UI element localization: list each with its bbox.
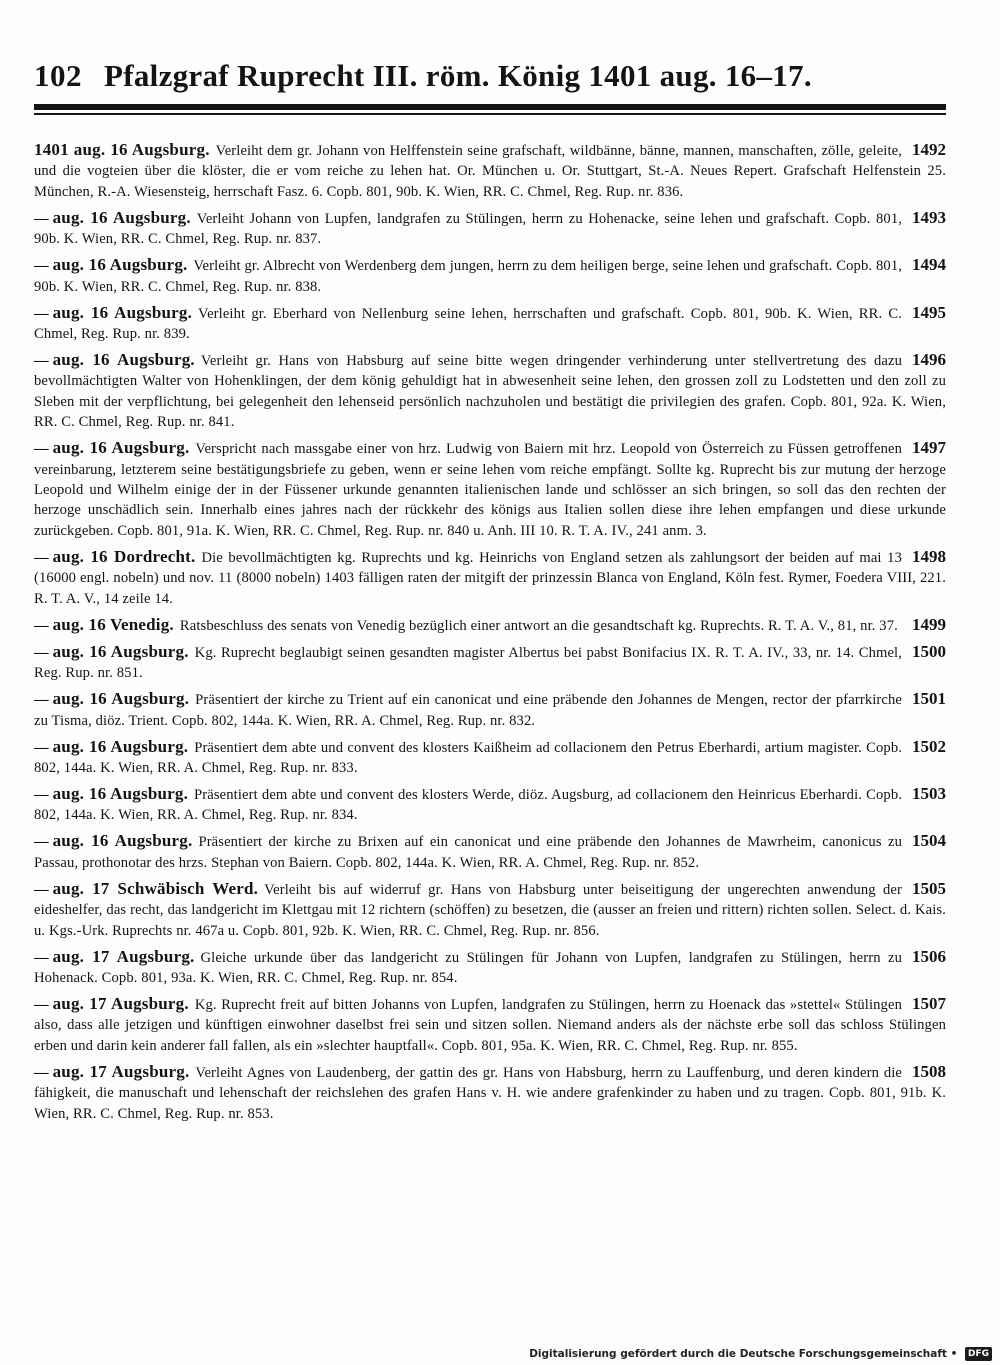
entry-number: 1505 (912, 878, 946, 898)
entry-date-place: aug. 16 Augsburg. (52, 831, 193, 851)
entry-date-place: aug. 16 Augsburg. (52, 350, 195, 370)
entry-dash: — (34, 739, 49, 756)
entry-text: Verleiht gr. Hans von Habsburg auf seine bitte wegen dringender verhinderung unter stellvertretung des dazu bevollmächtigten Walter von Hohenklingen, der dem könig gehuldigt hat in abwesenheit seine lehen, den grossen zoll zu Lodstetten und den zoll zu Sleben mit der verpflichtung, bei gelegenheit den lehenseid persönlich nachzuholen und bestätigt die privilegien des grafen. Copb. 801, 92a. K. Wien, RR. C. Chmel, Reg. Rup. nr. 841. (34, 353, 946, 431)
regest-entry (34, 350, 946, 433)
entry-date-place: aug. 16 Augsburg. (52, 783, 189, 803)
entry-date-place: aug. 16 Augsburg. (52, 438, 190, 458)
entry-date-place: aug. 16 Augsburg. (52, 255, 188, 275)
entry-dash: — (34, 617, 49, 634)
entry-text: Ratsbeschluss des senats von Venedig bezüglich einer antwort an die gesandtschaft kg. Ruprechts. R. T. A. V., 81, nr. 37. (179, 617, 898, 634)
entry-text: Verleiht gr. Eberhard von Nellenburg seine lehen, herrschaften und grafschaft. Copb. 801, 90b. K. Wien, RR. C. Chmel, Reg. Rup. nr. 839. (34, 305, 903, 343)
entry-date-place: aug. 17 Augsburg. (52, 1061, 190, 1081)
entry-text: Gleiche urkunde über das landgericht zu Stülingen für Johann von Lupfen, landgrafen zu Stülingen, herrn zu Hohenack. Copb. 801, 93a. K. Wien, RR. C. Chmel, Reg. Rup. nr. 854. (34, 949, 903, 986)
entry-date-place: aug. 16 Venedig. (52, 614, 174, 634)
regest-entry (34, 208, 946, 250)
entry-number: 1503 (912, 783, 946, 803)
entry-text: Präsentiert der kirche zu Trient auf ein canonicat und eine präbende den Johannes de Mengen, rector der pfarrkirche zu Tisma, diöz. Trient. Copb. 802, 144a. K. Wien, RR. A. Chmel, Reg. Rup. nr. 832. (34, 692, 902, 729)
regest-entry (34, 303, 946, 345)
entry-number: 1498 (912, 546, 946, 566)
entry-dash: — (34, 353, 49, 370)
entry-date-place: aug. 16 Augsburg. (52, 302, 193, 322)
regest-entry (34, 255, 946, 297)
regest-entry (34, 615, 946, 636)
entry-dash: — (34, 644, 49, 661)
entry-dash: — (34, 834, 49, 851)
header-rule-thick (34, 104, 946, 110)
entry-date-place: aug. 16 Augsburg. (52, 736, 189, 756)
regest-entry (34, 1062, 946, 1124)
entry-date-place: aug. 17 Augsburg. (52, 993, 189, 1013)
regest-entry (34, 784, 946, 826)
entry-number: 1492 (912, 140, 946, 159)
entry-dash: — (34, 210, 49, 227)
regest-entry (34, 642, 946, 684)
regest-entry (34, 879, 946, 941)
regest-entry (34, 831, 946, 873)
entry-number: 1495 (912, 302, 946, 322)
entry-dash: — (34, 949, 49, 966)
regest-entry (34, 947, 946, 989)
entry-number: 1499 (912, 614, 946, 634)
entry-text: Verspricht nach massgabe einer von hrz. Ludwig von Baiern mit hrz. Leopold von Österreich zu Füssen getroffenen vereinbarung, letzterem seine bestätigungsbriefe zu geben, wenn er seine lehen vom reiche empfängt. Sollte kg. Ruprecht bis zur mutung der herzoge Leopold und Wilhelm einige der in der Füssener urkunde genannten italienischen lande und schlösser an sich bringen, so soll das den rechten der herzoge unschädlich sein. Innerhalb eines jahres nach der rückkehr des königs aus Italien sollen diese ihre lehen empfangen und diese urkunde zurückgeben. Copb. 801, 91a. K. Wien, RR. C. Chmel, Reg. Rup. nr. 840 u. Anh. III 10. R. T. A. IV., 241 anm. 3. (34, 441, 946, 539)
entry-number: 1506 (912, 946, 946, 966)
entry-number: 1501 (912, 689, 946, 709)
entry-dash: — (34, 258, 49, 275)
entry-number: 1502 (912, 736, 946, 756)
regest-list (34, 140, 946, 1130)
entry-text: Verleiht Agnes von Laudenberg, der gattin des gr. Hans von Habsburg, herrn zu Lauffenburg, und deren kindern die fähigkeit, die manuschaft und lehenschaft der reichslehen des grafen Hans v. H. wie andere grafenkinder zu haben und zu tragen. Copb. 801, 91b. K. Wien, RR. C. Chmel, Reg. Rup. nr. 853. (34, 1064, 946, 1122)
entry-dash: — (34, 305, 49, 322)
regest-entry (34, 140, 946, 202)
regest-entry (34, 994, 946, 1056)
entry-text: Die bevollmächtigten kg. Ruprechts und kg. Heinrichs von England setzen als zahlungsort der beiden auf mai 13 (16000 engl. nobeln) und nov. 11 (8000 nobeln) 1403 fälligen raten der mitgift der prinzessin Blanca von England, Köln fest. Rymer, Foedera VIII, 221. R. T. A. V., 14 zeile 14. (34, 549, 946, 607)
entry-text: Kg. Ruprecht beglaubigt seinen gesandten magister Albertus bei pabst Bonifacius IX. R. T. A. IV., 33, nr. 14. Chmel, Reg. Rup. nr. 851. (34, 644, 902, 682)
entry-text: Verleiht dem gr. Johann von Helffenstein seine grafschaft, wildbänne, bänne, mannen, manschaften, zölle, geleite, und die vogteien über die klöster, die er vom reiche zu lehen hat. Or. München u. Or. Stuttgart, St.-A. Neues Repert. Grafschaft Helfenstein 25. München, R.-A. Wiesensteig, herrschaft Fasz. 6. Copb. 801, 90b. K. Wien, RR. C. Chmel, Reg. Rup. nr. 836. (34, 143, 946, 200)
entry-number: 1497 (912, 438, 946, 458)
regest-entry (34, 438, 946, 541)
entry-date-place: aug. 17 Schwäbisch Werd. (52, 878, 259, 898)
entry-number: 1508 (912, 1061, 946, 1081)
footer-credit: Digitalisierung gefördert durch die Deutsche Forschungsgemeinschaft (529, 1348, 947, 1360)
entry-text: Verleiht Johann von Lupfen, landgrafen zu Stülingen, herrn zu Hohenacke, seine lehen und grafschaft. Copb. 801, 90b. K. Wien, RR. C. Chmel, Reg. Rup. nr. 837. (34, 210, 902, 248)
regest-entry (34, 737, 946, 779)
entry-dash: — (34, 692, 49, 709)
entry-number: 1494 (912, 255, 946, 275)
entry-date-place: 1401 aug. 16 Augsburg. (34, 140, 210, 159)
entry-number: 1493 (912, 207, 946, 227)
entry-date-place: aug. 16 Augsburg. (52, 641, 189, 661)
page-number: 102 (34, 58, 82, 93)
entry-text: Präsentiert dem abte und convent des klosters Kaißheim ad collacionem den Petrus Eberhardi, artium magister. Copb. 802, 144a. K. Wien, RR. A. Chmel, Reg. Rup. nr. 833. (34, 739, 902, 776)
entry-text: Kg. Ruprecht freit auf bitten Johanns von Lupfen, landgrafen zu Stülingen, herrn zu Hoenack das »stettel« Stülingen also, dass alle jetzigen und künftigen einwohner daselbst frei sein und sitzen sollen. Niemand anders als der nächste erbe soll das schloss Stülingen erben und darin kein anderer fall fallen, als ein »slechter hauptfall«. Copb. 801, 95a. K. Wien, RR. C. Chmel, Reg. Rup. nr. 855. (34, 996, 946, 1054)
entry-text: Verleiht gr. Albrecht von Werdenberg dem jungen, herrn zu dem heiligen berge, seine lehen und grafschaft. Copb. 801, 90b. K. Wien, RR. C. Chmel, Reg. Rup. nr. 838. (34, 258, 903, 295)
header-rule-thin (34, 113, 946, 115)
page-title: Pfalzgraf Ruprecht III. röm. König 1401 aug. 16–17. (104, 58, 812, 93)
entry-date-place: aug. 16 Augsburg. (52, 207, 191, 227)
entry-dash: — (34, 786, 49, 803)
entry-text: Präsentiert dem abte und convent des klosters Werde, diöz. Augsburg, ad collacionem den Heinricus Eberhardi. Copb. 802, 144a. K. Wien, RR. A. Chmel, Reg. Rup. nr. 834. (34, 786, 903, 824)
entry-text: Verleiht bis auf widerruf gr. Hans von Habsburg unter beiseitigung der ungerechten anwendung der eideshelfer, das recht, das landgericht im Klettgau mit 12 richtern (schöffen) zu besetzen, die (ausser an freien und rittern) richten sollen. Select. d. Kais. u. Kgs.-Urk. Ruprechts nr. 467a u. Copb. 801, 92b. K. Wien, RR. C. Chmel, Reg. Rup. nr. 856. (34, 881, 946, 939)
entry-dash: — (34, 996, 49, 1013)
entry-number: 1504 (912, 831, 946, 851)
entry-number: 1496 (912, 350, 946, 370)
entry-date-place: aug. 17 Augsburg. (52, 946, 195, 966)
entry-dash: — (34, 549, 49, 566)
footer-separator: • (946, 1348, 961, 1360)
entry-text: Präsentiert der kirche zu Brixen auf ein canonicat und eine präbende den Johannes de Mawrheim, canonicus zu Passau, prothonotar des hrzs. Stephan von Baiern. Copb. 802, 144a. K. Wien, RR. A. Chmel, Reg. Rup. nr. 852. (34, 834, 902, 871)
regest-entry (34, 689, 946, 731)
entry-date-place: aug. 16 Dordrecht. (52, 546, 196, 566)
entry-number: 1507 (912, 993, 946, 1013)
regest-entry (34, 547, 946, 609)
entry-date-place: aug. 16 Augsburg. (52, 689, 190, 709)
entry-dash: — (34, 441, 49, 458)
entry-dash: — (34, 1064, 49, 1081)
page-header (34, 58, 946, 94)
footer (529, 1347, 992, 1361)
entry-dash: — (34, 881, 49, 898)
entry-number: 1500 (912, 641, 946, 661)
dfg-logo-icon: DFG (965, 1347, 992, 1361)
